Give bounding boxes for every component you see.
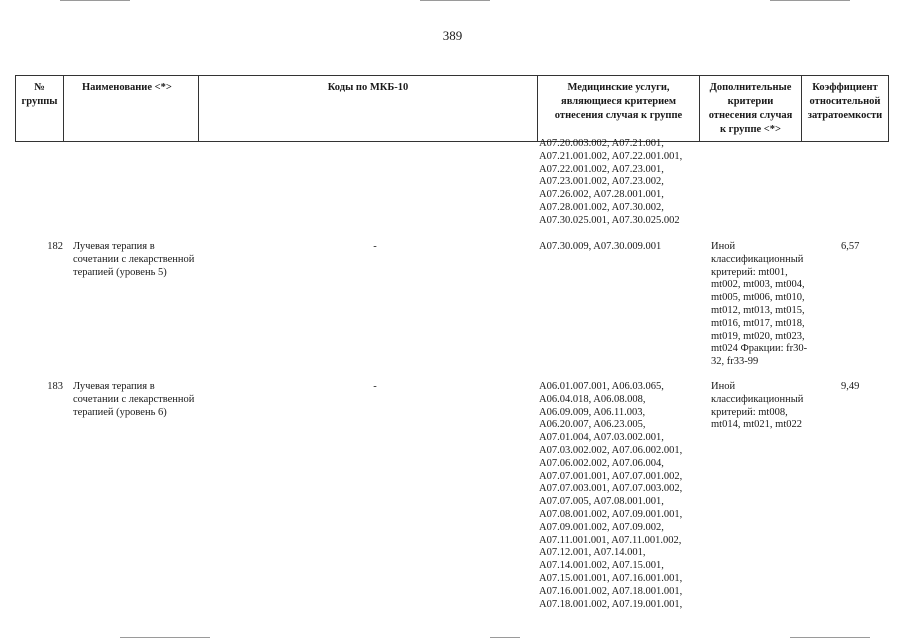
cell-line: Иной	[711, 241, 736, 252]
cell-line: mt012, mt013, mt015,	[711, 304, 805, 316]
cell-line: A07.06.002.002, A07.06.004,	[539, 457, 664, 469]
service-code-line: A07.23.001.002, A07.23.002,	[539, 176, 664, 188]
group-number: 182	[47, 241, 63, 252]
group-name	[73, 241, 213, 279]
cell-line: терапией (уровень 6)	[73, 406, 167, 418]
cell-line: A07.14.001.002, A07.15.001,	[539, 560, 664, 572]
cell-line: mt024 Фракции: fr30-	[711, 343, 808, 355]
cell-line: mt016, mt017, mt018,	[711, 317, 805, 329]
cell-line: A07.30.009, A07.30.009.001	[539, 241, 662, 252]
cell-line: A07.16.001.002, A07.18.001.001,	[539, 585, 683, 597]
continuation-row	[15, 138, 888, 241]
cell-line: критерий: mt008,	[711, 406, 788, 418]
cell-line: критерий: mt001,	[711, 266, 788, 278]
continuation-services	[539, 138, 709, 228]
cell-line: A07.09.001.002, A07.09.002,	[539, 521, 664, 533]
medical-services	[539, 241, 709, 254]
service-code-line: A07.21.001.002, A07.22.001.001,	[539, 150, 683, 162]
cell-line: A07.18.001.002, A07.19.001.001,	[539, 598, 683, 610]
additional-criteria	[711, 381, 817, 432]
icd10-codes: -	[373, 381, 377, 392]
cell-line: терапией (уровень 5)	[73, 266, 167, 278]
cell-line: A07.08.001.002, A07.09.001.001,	[539, 508, 683, 520]
table-row-182	[15, 241, 888, 381]
cost-coefficient: 6,57	[841, 241, 860, 252]
cell-line: A06.01.007.001, A06.03.065,	[539, 381, 664, 392]
service-code-line: A07.28.001.002, A07.30.002,	[539, 201, 664, 213]
cell-line: 32, fr33-99	[711, 356, 759, 368]
service-code-line: A07.22.001.002, A07.23.001,	[539, 163, 664, 175]
cell-line: A06.20.007, A06.23.005,	[539, 419, 646, 431]
table-header	[15, 75, 889, 142]
cell-line: классификационный	[711, 393, 804, 405]
cell-line: классификационный	[711, 253, 804, 265]
cell-line: A07.11.001.001, A07.11.001.002,	[539, 534, 682, 546]
header-group-number: № группы	[16, 76, 64, 142]
additional-criteria	[711, 241, 817, 369]
cell-line: A07.07.005, A07.08.001.001,	[539, 496, 664, 508]
icd10-codes: -	[373, 241, 377, 252]
header-name: Наименование <*>	[64, 76, 199, 142]
service-code-line: A07.26.002, A07.28.001.001,	[539, 189, 664, 201]
header-icd10-codes: Коды по МКБ-10	[199, 76, 538, 142]
service-code-line: A07.20.003.002, A07.21.001,	[539, 138, 664, 149]
page-number: 389	[442, 28, 463, 43]
cell-line: A07.15.001.001, A07.16.001.001,	[539, 572, 683, 584]
header-medical-services: Медицинские услуги, являющиеся критерием отнесения случая к группе	[538, 76, 700, 142]
cell-line: A07.12.001, A07.14.001,	[539, 547, 646, 559]
top-edge-line	[420, 0, 490, 1]
bottom-edge-line	[120, 637, 210, 638]
top-edge-line	[770, 0, 850, 1]
cell-line: A06.04.018, A06.08.008,	[539, 393, 646, 405]
header-cost-coefficient: Коэффициент относительной затратоемкости	[802, 76, 889, 142]
cell-line: сочетании с лекарственной	[73, 393, 195, 405]
header-additional-criteria: Дополнительные критерии отнесения случая к группе <*>	[700, 76, 802, 142]
table-row-183	[15, 381, 888, 621]
cell-line: сочетании с лекарственной	[73, 253, 195, 265]
bottom-edge-line	[790, 637, 870, 638]
group-name	[73, 381, 213, 419]
cell-line: A07.07.001.001, A07.07.001.002,	[539, 470, 683, 482]
cell-line: mt014, mt021, mt022	[711, 419, 803, 431]
cell-line: mt005, mt006, mt010,	[711, 292, 805, 304]
cell-line: A07.03.002.002, A07.06.002.001,	[539, 444, 683, 456]
cell-line: Иной	[711, 381, 736, 392]
bottom-edge-line	[490, 637, 520, 638]
cell-line: A07.01.004, A07.03.002.001,	[539, 432, 664, 444]
medical-services	[539, 381, 709, 611]
cell-line: A07.07.003.001, A07.07.003.002,	[539, 483, 683, 495]
cell-line: Лучевая терапия в	[73, 381, 155, 392]
cost-coefficient: 9,49	[841, 381, 860, 392]
top-edge-line	[60, 0, 130, 1]
cell-line: Лучевая терапия в	[73, 241, 155, 252]
cell-line: A06.09.009, A06.11.003,	[539, 406, 646, 418]
table-body	[15, 138, 888, 621]
cell-line: mt002, mt003, mt004,	[711, 279, 805, 291]
cell-line: mt019, mt020, mt023,	[711, 330, 805, 342]
service-code-line: A07.30.025.001, A07.30.025.002	[539, 214, 680, 226]
group-number: 183	[47, 381, 63, 392]
